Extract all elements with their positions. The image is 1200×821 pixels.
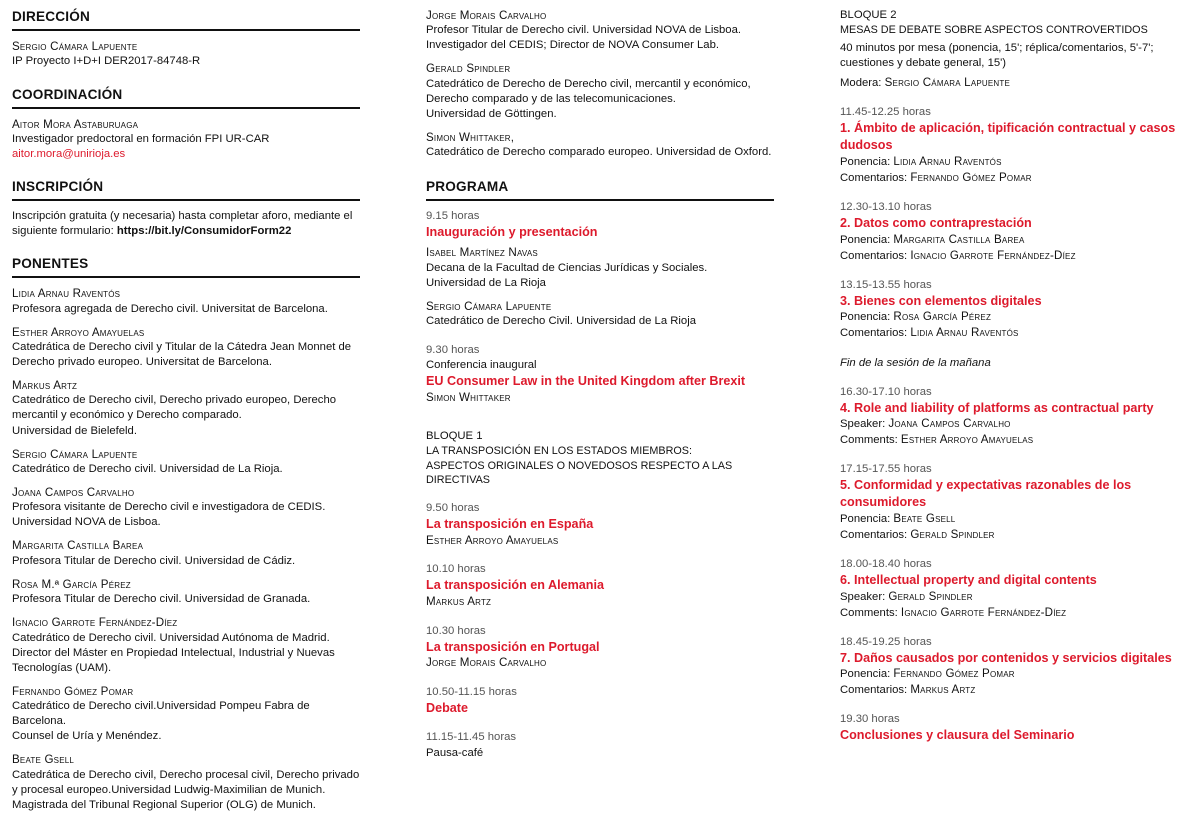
- speaker-name: Beate Gsell: [12, 753, 75, 767]
- speaker-entry: [12, 684, 360, 744]
- break-time: 11.15-11.45 horas: [426, 731, 517, 744]
- speaker-name: Gerald Spindler: [426, 62, 511, 76]
- session-time: 10.30 horas: [426, 624, 486, 637]
- panel-role-label: Comments:: [840, 434, 898, 447]
- panel-speaker: Gerald Spindler: [888, 589, 973, 603]
- session-entry: [426, 685, 774, 717]
- coordinacion-name: Aitor Mora Astaburuaga: [12, 117, 139, 131]
- coffee-break: [426, 730, 774, 760]
- session-title: La transposición en Portugal: [426, 639, 600, 654]
- bloque1-header: [426, 429, 774, 487]
- afternoon-panels: [840, 385, 1190, 699]
- panel-comment-row: [840, 170, 1190, 186]
- speaker-affiliation: Profesora visitante de Derecho civil e investigadora de CEDIS.: [12, 501, 326, 514]
- panel-speaker-row: [840, 511, 1190, 527]
- bloque2-label: BLOQUE 2: [840, 9, 897, 21]
- right-column: [840, 8, 1190, 758]
- panel-comment-row: [840, 432, 1190, 448]
- panel-comment-row: [840, 248, 1190, 264]
- bloque2-title: MESAS DE DEBATE SOBRE ASPECTOS CONTROVERTIDOS: [840, 24, 1148, 37]
- session-title: La transposición en España: [426, 517, 594, 532]
- panel-title: 1. Ámbito de aplicación, tipificación contractual y casos dudosos: [840, 121, 1176, 153]
- panel-title: 6. Intellectual property and digital contents: [840, 572, 1097, 587]
- speaker-affiliation: Tecnologías (UAM).: [12, 661, 112, 674]
- panel-speaker-row: [840, 416, 1190, 432]
- session-entry: [426, 624, 774, 671]
- panel-time: 16.30-17.10 horas: [840, 385, 932, 398]
- coordinacion-email-link[interactable]: aitor.mora@unirioja.es: [12, 148, 126, 160]
- speaker-affiliation: Catedrático de Derecho Civil. Universidad de La Rioja: [426, 314, 697, 327]
- panel-role-label: Ponencia:: [840, 233, 891, 246]
- inscripcion-section: [12, 178, 360, 239]
- speaker-entry: [12, 325, 360, 370]
- bloque2-format-line: 40 minutos por mesa (ponencia, 15'; réplica/comentarios, 5'-7';: [840, 42, 1154, 55]
- panel-comment-row: [840, 605, 1190, 621]
- panel-title: 2. Datos como contraprestación: [840, 215, 1032, 230]
- inscripcion-form-link[interactable]: https://bit.ly/ConsumidorForm22: [116, 225, 292, 238]
- panel-entry: [840, 278, 1190, 342]
- closing-time: 19.30 horas: [840, 713, 900, 726]
- panel-entry: [840, 557, 1190, 621]
- direccion-heading: DIRECCIÓN: [12, 8, 360, 31]
- panel-time: 18.45-19.25 horas: [840, 635, 932, 648]
- ponentes-list: [12, 286, 360, 812]
- panel-speaker: Lidia Arnau Raventós: [893, 154, 1002, 168]
- speaker-affiliation: Catedrático de Derecho civil.Universidad Pompeu Fabra de Barcelona.: [12, 700, 310, 728]
- speaker-affiliation: y procesal europeo.Universidad Ludwig-Maximilian de Munich.: [12, 783, 326, 796]
- panel-commentator: Fernando Gómez Pomar: [910, 170, 1032, 184]
- speaker-affiliation: Universidad NOVA de Lisboa.: [12, 516, 161, 529]
- speaker-affiliation: Catedrático de Derecho comparado europeo. Universidad de Oxford.: [426, 146, 772, 159]
- speaker-affiliation: Catedrático de Derecho civil. Universidad Autónoma de Madrid.: [12, 631, 330, 644]
- speaker-entry: [426, 299, 774, 329]
- coordinacion-heading: COORDINACIÓN: [12, 86, 360, 109]
- panel-speaker: Joana Campos Carvalho: [888, 417, 1011, 431]
- speaker-affiliation: Profesor Titular de Derecho civil. Universidad NOVA de Lisboa.: [426, 24, 741, 37]
- speaker-name: Margarita Castilla Barea: [12, 539, 144, 553]
- session-time: 10.50-11.15 horas: [426, 685, 517, 698]
- speaker-entry: [12, 286, 360, 316]
- speaker-affiliation: Catedrático de Derecho civil, Derecho privado europeo, Derecho: [12, 394, 337, 407]
- panel-role-label: Comentarios:: [840, 327, 908, 340]
- speaker-name: Isabel Martínez Navas: [426, 246, 538, 260]
- speaker-affiliation: Magistrada del Tribunal Regional Superior (OLG) de Munich.: [12, 798, 316, 811]
- panel-entry: [840, 105, 1190, 186]
- panel-role-label: Ponencia:: [840, 155, 891, 168]
- bloque2-header: [840, 8, 1190, 91]
- speaker-name: Esther Arroyo Amayuelas: [12, 325, 145, 339]
- panel-role-label: Speaker:: [840, 590, 886, 603]
- programa-section: [426, 178, 774, 760]
- speaker-affiliation: Decana de la Facultad de Ciencias Jurídicas y Sociales.: [426, 261, 708, 274]
- ponentes-section: [12, 255, 360, 812]
- speaker-affiliation: Catedrática de Derecho civil y Titular de la Cátedra Jean Monnet de: [12, 341, 352, 354]
- panel-comment-row: [840, 527, 1190, 543]
- speaker-affiliation: Profesora Titular de Derecho civil. Universidad de Granada.: [12, 593, 311, 606]
- speaker-entry: [12, 485, 360, 530]
- panel-speaker: Rosa García Pérez: [893, 310, 992, 324]
- panel-entry: [840, 385, 1190, 449]
- speaker-affiliation: Profesora agregada de Derecho civil. Universitat de Barcelona.: [12, 302, 328, 315]
- panel-entry: [840, 462, 1190, 543]
- speaker-name: Fernando Gómez Pomar: [12, 684, 134, 698]
- panel-commentator: Ignacio Garrote Fernández-Díez: [900, 605, 1067, 619]
- speaker-entry: [426, 8, 774, 53]
- moderator-name: Sergio Cámara Lapuente: [884, 76, 1011, 90]
- inscripcion-heading: INSCRIPCIÓN: [12, 178, 360, 201]
- panel-role-label: Comentarios:: [840, 249, 908, 262]
- moderator-label: Modera:: [840, 77, 882, 90]
- speaker-entry: [12, 447, 360, 477]
- panel-commentator: Ignacio Garrote Fernández-Díez: [910, 248, 1076, 262]
- keynote-speaker: Simon Whittaker: [426, 390, 511, 404]
- panel-comment-row: [840, 682, 1190, 698]
- bloque1-title-line: ASPECTOS ORIGINALES O NOVEDOSOS RESPECTO A LAS DIRECTIVAS: [426, 459, 733, 486]
- left-column: [12, 8, 360, 821]
- panel-title: 7. Daños causados por contenidos y servicios digitales: [840, 650, 1172, 665]
- panel-commentator: Markus Artz: [910, 683, 976, 697]
- speaker-entry: [12, 538, 360, 568]
- keynote-label: Conferencia inaugural: [426, 359, 537, 372]
- panel-entry: [840, 200, 1190, 264]
- panel-commentator: Gerald Spindler: [910, 527, 995, 541]
- ponentes-heading: PONENTES: [12, 255, 360, 278]
- speaker-affiliation: Universidad de La Rioja: [426, 276, 546, 289]
- bloque1-sessions: [426, 501, 774, 716]
- panel-time: 18.00-18.40 horas: [840, 557, 932, 570]
- panel-time: 11.45-12.25 horas: [840, 106, 931, 119]
- speaker-name: Sergio Cámara Lapuente: [12, 447, 138, 461]
- panel-speaker: Beate Gsell: [893, 511, 956, 525]
- closing-session: [840, 712, 1190, 744]
- speaker-entry: [426, 245, 774, 290]
- speaker-affiliation: Profesora Titular de Derecho civil. Universidad de Cádiz.: [12, 554, 296, 567]
- speaker-affiliation: Investigador del CEDIS; Director de NOVA Consumer Lab.: [426, 39, 720, 52]
- session-speaker: Jorge Morais Carvalho: [426, 656, 547, 670]
- speaker-affiliation: Catedrática de Derecho civil, Derecho procesal civil, Derecho privado: [12, 768, 360, 781]
- keynote-time: 9.30 horas: [426, 344, 480, 356]
- bloque2-moderator: [840, 75, 1190, 91]
- speaker-affiliation: Catedrático de Derecho de Derecho civil, mercantil y económico,: [426, 77, 751, 90]
- panel-comment-row: [840, 325, 1190, 341]
- speaker-name: Sergio Cámara Lapuente: [426, 299, 552, 313]
- opening-time: 9.15 horas: [426, 210, 480, 223]
- speaker-entry: [426, 61, 774, 121]
- panel-speaker-row: [840, 232, 1190, 248]
- panel-time: 12.30-13.10 horas: [840, 200, 932, 213]
- opening-people: [426, 245, 774, 329]
- direccion-detail: IP Proyecto I+D+I DER2017-84748-R: [12, 55, 201, 68]
- speaker-entry: [12, 577, 360, 607]
- inscripcion-text: Inscripción gratuita (y necesaria) hasta completar aforo, mediante el siguiente formulario:: [12, 210, 353, 238]
- speaker-name: Rosa M.ª García Pérez: [12, 577, 131, 591]
- speaker-name: Simon Whittaker,: [426, 130, 515, 144]
- session-entry: [426, 501, 774, 548]
- speaker-entry: [12, 378, 360, 438]
- speaker-entry: [426, 130, 774, 160]
- direccion-name: Sergio Cámara Lapuente: [12, 40, 138, 54]
- session-time: 9.50 horas: [426, 502, 480, 515]
- closing-title: Conclusiones y clausura del Seminario: [840, 728, 1075, 743]
- panel-role-label: Comentarios:: [840, 528, 908, 541]
- session-title: La transposición en Alemania: [426, 578, 604, 593]
- panel-speaker-row: [840, 309, 1190, 325]
- speaker-affiliation: Universidad de Göttingen.: [426, 107, 557, 120]
- speaker-name: Lidia Arnau Raventós: [12, 287, 121, 301]
- bloque2-format-line: cuestiones y debate general, 15'): [840, 57, 1007, 70]
- keynote-title: EU Consumer Law in the United Kingdom after Brexit: [426, 374, 746, 389]
- keynote-session: [426, 343, 774, 405]
- panel-entry: [840, 635, 1190, 699]
- panel-title: 4. Role and liability of platforms as contractual party: [840, 400, 1154, 415]
- programa-heading: PROGRAMA: [426, 178, 774, 201]
- speaker-affiliation: Derecho privado europeo. Universitat de Barcelona.: [12, 356, 272, 369]
- middle-column: [426, 8, 774, 775]
- morning-panels: [840, 105, 1190, 341]
- ponentes-continued-list: [426, 8, 774, 160]
- speaker-entry: [12, 615, 360, 675]
- session-entry: [426, 562, 774, 609]
- panel-speaker: Fernando Gómez Pomar: [893, 667, 1015, 681]
- session-title: Debate: [426, 700, 468, 715]
- speaker-name: Markus Artz: [12, 379, 78, 393]
- panel-time: 13.15-13.55 horas: [840, 278, 932, 291]
- speaker-affiliation: mercantil y económico y Derecho comparado.: [12, 409, 242, 422]
- speaker-affiliation: Catedrático de Derecho civil. Universidad de La Rioja.: [12, 462, 283, 475]
- opening-title: Inauguración y presentación: [426, 225, 598, 240]
- speaker-name: Jorge Morais Carvalho: [426, 9, 547, 22]
- panel-time: 17.15-17.55 horas: [840, 463, 932, 476]
- panel-speaker-row: [840, 154, 1190, 170]
- coordinacion-detail: Investigador predoctoral en formación FPI UR-CAR: [12, 132, 270, 145]
- morning-end-note: Fin de la sesión de la mañana: [840, 356, 991, 369]
- panel-speaker-row: [840, 589, 1190, 605]
- panel-title: 5. Conformidad y expectativas razonables de los consumidores: [840, 478, 1132, 510]
- coordinacion-section: [12, 86, 360, 163]
- session-time: 10.10 horas: [426, 563, 486, 576]
- direccion-section: [12, 8, 360, 70]
- speaker-affiliation: Director del Máster en Propiedad Intelectual, Industrial y Nuevas: [12, 646, 335, 659]
- panel-title: 3. Bienes con elementos digitales: [840, 293, 1042, 308]
- opening-session: [426, 209, 774, 329]
- panel-speaker: Margarita Castilla Barea: [893, 232, 1025, 246]
- session-speaker: Markus Artz: [426, 595, 492, 609]
- speaker-affiliation: Derecho comparado y de las telecomunicaciones.: [426, 92, 676, 105]
- session-speaker: Esther Arroyo Amayuelas: [426, 534, 559, 548]
- speaker-name: Joana Campos Carvalho: [12, 485, 135, 499]
- speaker-affiliation: Universidad de Bielefeld.: [12, 424, 137, 437]
- panel-role-label: Ponencia:: [840, 512, 891, 525]
- panel-speaker-row: [840, 666, 1190, 682]
- speaker-name: Ignacio Garrote Fernández-Díez: [12, 616, 178, 630]
- speaker-affiliation: Counsel de Uría y Menéndez.: [12, 730, 162, 743]
- speaker-entry: [12, 752, 360, 812]
- panel-role-label: Ponencia:: [840, 668, 891, 681]
- panel-role-label: Comentarios:: [840, 171, 908, 184]
- break-label: Pausa-café: [426, 746, 484, 759]
- panel-role-label: Ponencia:: [840, 311, 891, 324]
- panel-role-label: Comentarios:: [840, 684, 908, 697]
- panel-role-label: Comments:: [840, 606, 898, 619]
- bloque1-title-line: LA TRANSPOSICIÓN EN LOS ESTADOS MIEMBROS:: [426, 445, 692, 458]
- panel-commentator: Lidia Arnau Raventós: [910, 326, 1019, 340]
- panel-role-label: Speaker:: [840, 418, 886, 431]
- bloque1-label: BLOQUE 1: [426, 430, 483, 443]
- panel-commentator: Esther Arroyo Amayuelas: [900, 433, 1034, 447]
